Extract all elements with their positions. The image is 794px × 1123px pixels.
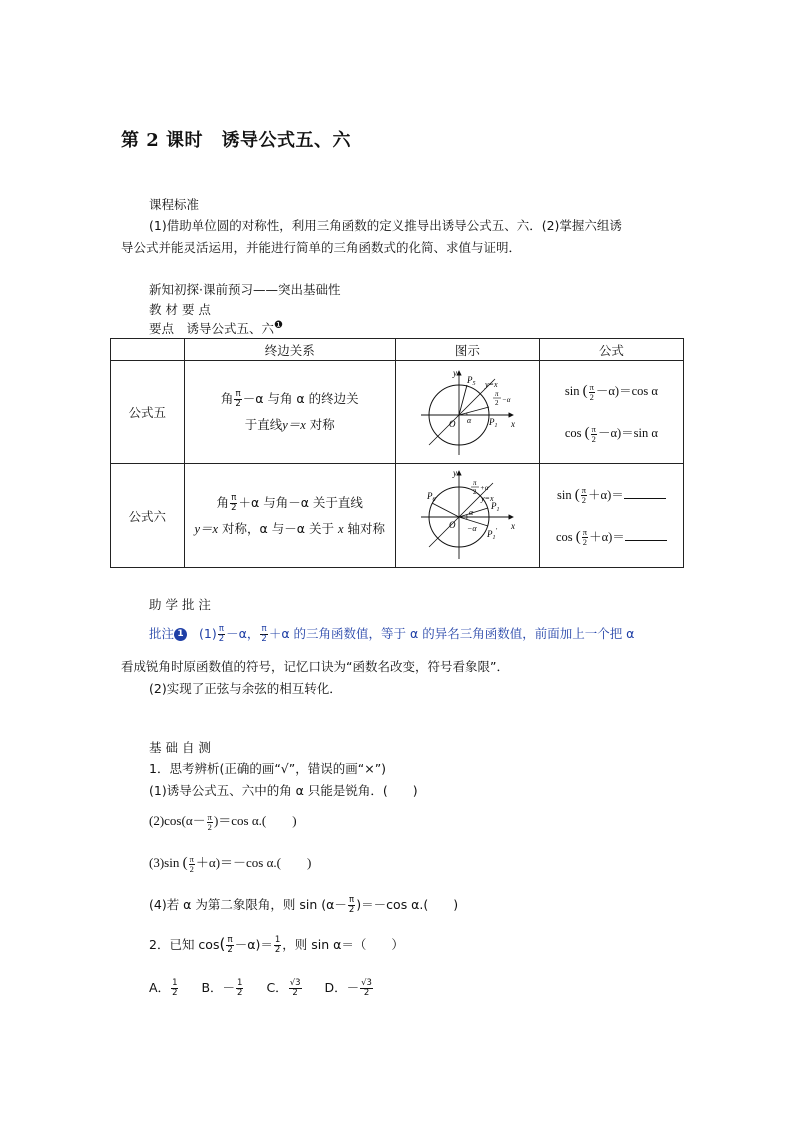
row-label-5: 公式五 bbox=[111, 361, 185, 464]
answer-blank-cos[interactable] bbox=[625, 528, 667, 541]
unit-circle-figure-6 bbox=[407, 465, 527, 563]
label-origin: O bbox=[449, 418, 456, 429]
notes-heading: 助 学 批 注 bbox=[149, 597, 211, 612]
question-1: 1．思考辨析(正确的画“√”，错误的画“×”) bbox=[149, 761, 387, 776]
label-neg-alpha: −α bbox=[467, 524, 477, 533]
label-p1-prime: $P_1'$ bbox=[487, 527, 498, 541]
note-marker-icon[interactable]: ❶ bbox=[274, 319, 283, 331]
option-a[interactable]: A． $\frac{1}{2}$ bbox=[149, 978, 178, 998]
label-angle-den: 2 bbox=[495, 398, 499, 407]
table-row-formula-5 bbox=[111, 361, 684, 464]
label-alpha: α bbox=[467, 415, 472, 425]
question-1-3[interactable]: (3)sin ( $\frac{\pi}{2}$ ＋α)＝－cos α.( ) bbox=[149, 853, 312, 874]
label-origin: O bbox=[449, 520, 456, 530]
table-row-formula-6 bbox=[111, 464, 684, 568]
formula-table bbox=[110, 338, 684, 568]
line-y-equals-x bbox=[429, 483, 493, 547]
preview-heading: 新知初探·课前预习——突出基础性 bbox=[149, 282, 341, 297]
label-alpha: α bbox=[469, 508, 474, 517]
question-2: 2．已知 cos( $\frac{\pi}{2}$ －α)＝ $\frac{1}{2}$ ，则 sin α＝（ ） bbox=[149, 935, 404, 955]
header-figure: 图示 bbox=[395, 339, 539, 361]
question-1-1[interactable]: (1)诱导公式五、六中的角 α 只能是锐角．( ) bbox=[149, 783, 418, 798]
question-1-4[interactable]: (4)若 α 为第二象限角，则 sin (α－ $\frac{\pi}{2}$ )＝－cos α.( ) bbox=[149, 895, 459, 915]
label-x: x bbox=[511, 418, 516, 429]
note-line-3: (2)实现了正弦与余弦的相互转化． bbox=[149, 681, 342, 696]
label-angle-num: π bbox=[495, 389, 499, 398]
label-p1: $P_1$ bbox=[489, 416, 498, 429]
label-angle-den: 2 bbox=[473, 488, 477, 496]
formula-5-cell: sin ( $\frac{\pi}{2}$ －α)＝cos α cos ( $\frac{\pi}{2}$ －α)＝sin α bbox=[539, 361, 683, 464]
option-c[interactable]: C． $\frac{√3}{2}$ bbox=[266, 978, 301, 998]
row-label-6: 公式六 bbox=[111, 464, 185, 568]
label-angle-num: π bbox=[473, 479, 477, 487]
relation-6: 角 $\frac{\pi}{2}$ ＋α 与角－α 关于直线 y＝x 对称，α 与－α 关于 x 轴对称 bbox=[184, 464, 395, 568]
header-formula: 公式 bbox=[539, 339, 683, 361]
label-yx: y=x bbox=[485, 379, 498, 389]
question-1-2[interactable]: (2)cos(α－ $\frac{\pi}{2}$ )＝cos α.( ) bbox=[149, 811, 297, 832]
label-yx: y=x bbox=[481, 494, 494, 503]
ray-p6 bbox=[432, 503, 459, 517]
unit-circle-figure-5 bbox=[407, 363, 527, 459]
option-b[interactable]: B．－ $\frac{1}{2}$ bbox=[201, 978, 243, 998]
label-p5: $P_5$ bbox=[467, 374, 476, 387]
answer-blank-sin[interactable] bbox=[624, 486, 666, 499]
figure-6-cell bbox=[395, 464, 539, 568]
label-angle-tail: +α bbox=[480, 484, 489, 492]
label-x: x bbox=[511, 521, 516, 531]
standards-heading: 课程标准 bbox=[149, 197, 200, 212]
materials-heading: 教 材 要 点 bbox=[149, 302, 211, 317]
label-angle-tail: −α bbox=[502, 395, 511, 404]
relation-5: 角 $\frac{\pi}{2}$ －α 与角 α 的终边关 于直线y＝x 对称 bbox=[184, 361, 395, 464]
note-line-1: 批注 1 (1) $\frac{\pi}{2}$ －α， $\frac{\pi}{2}$ ＋α 的三角函数值，等于 α 的异名三角函数值，前面加上一个把 α bbox=[149, 624, 635, 644]
note-line-2: 看成锐角时原函数值的符号，记忆口诀为“函数名改变，符号看象限”． bbox=[121, 659, 509, 674]
key-point-label: 要点 诱导公式五、六$^❶$ bbox=[149, 319, 283, 336]
label-p6: $P_6$ bbox=[427, 491, 436, 503]
label-y: y bbox=[453, 468, 458, 478]
question-2-options bbox=[149, 978, 374, 998]
header-relation: 终边关系 bbox=[184, 339, 395, 361]
label-y: y bbox=[453, 367, 458, 378]
label-p1: $P_1$ bbox=[491, 501, 500, 513]
note-marker-icon: 1 bbox=[174, 628, 187, 641]
selftest-heading: 基 础 自 测 bbox=[149, 740, 211, 755]
standards-line-2: 导公式并能灵活运用，并能进行简单的三角函数式的化简、求值与证明． bbox=[121, 240, 522, 255]
header-blank bbox=[111, 339, 185, 361]
figure-5-cell bbox=[395, 361, 539, 464]
option-d[interactable]: D．－ $\frac{√3}{2}$ bbox=[324, 978, 372, 998]
standards-line-1: (1)借助单位圆的对称性，利用三角函数的定义推导出诱导公式五、六．(2)掌握六组诱 bbox=[149, 218, 622, 233]
page-title: 第 2 课时 诱导公式五、六 bbox=[121, 130, 352, 151]
formula-6-cell: sin ( $\frac{\pi}{2}$ ＋α)＝ cos ( $\frac{\pi}{2}$ ＋α)＝ bbox=[539, 464, 683, 568]
